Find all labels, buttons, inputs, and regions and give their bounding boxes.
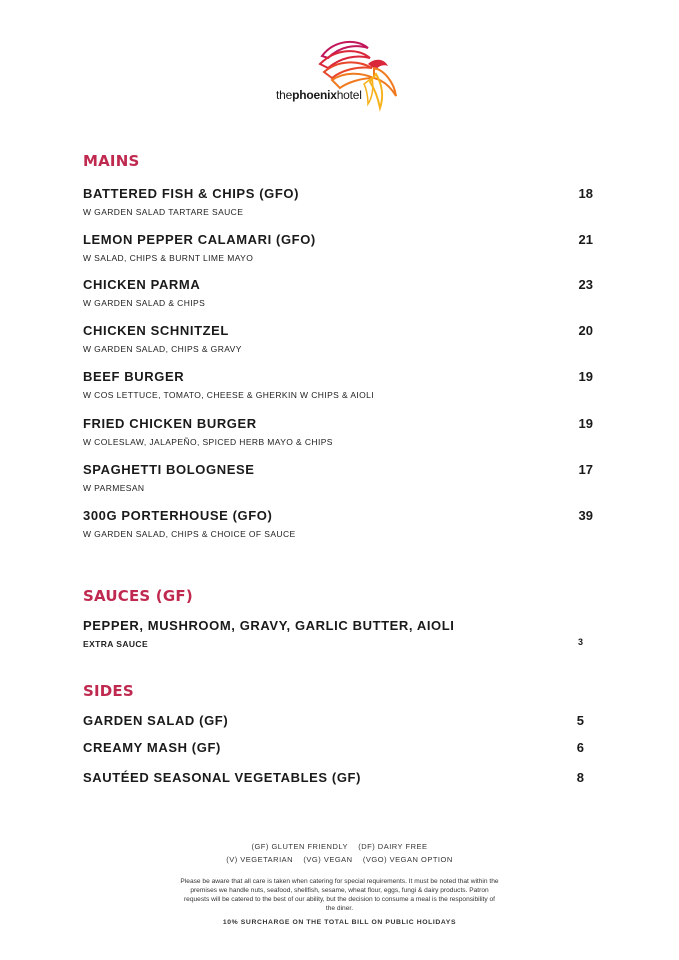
wordmark-suffix: hotel <box>336 88 362 102</box>
item-name: CREAMY MASH (GF) <box>83 740 221 755</box>
allergen-note-text: Please be aware that all care is taken when catering for special requirements. It must be noted that within the premises we handle nuts, seafood, shellfish, sesame, wheat flour, eggs, fungi & dairy products. Patron requests will be catered to the best of our ability, but the decision to consume a meal is the responsibility of the diner. <box>180 878 499 912</box>
legend-line: (V) VEGETARIAN (VG) VEGAN (VGO) VEGAN OPTION <box>226 855 453 864</box>
section-title-mains: MAINS <box>83 152 140 170</box>
menu-item <box>83 462 593 493</box>
item-description: W GARDEN SALAD, CHIPS & GRAVY <box>83 344 242 354</box>
item-price: 21 <box>578 232 593 247</box>
item-description: W GARDEN SALAD, CHIPS & CHOICE OF SAUCE <box>83 529 296 539</box>
item-name: SAUTÉED SEASONAL VEGETABLES (GF) <box>83 770 362 785</box>
item-description: W PARMESAN <box>83 483 145 493</box>
item-price: 39 <box>578 508 593 523</box>
hotel-wordmark <box>276 88 362 102</box>
item-price: 5 <box>576 713 584 728</box>
item-price: 19 <box>578 369 593 384</box>
menu-item <box>83 508 593 539</box>
menu-item <box>83 369 593 400</box>
wordmark-bold: phoenix <box>292 88 337 102</box>
item-description: W COLESLAW, JALAPEÑO, SPICED HERB MAYO & CHIPS <box>83 437 333 447</box>
dietary-legend <box>0 840 679 866</box>
allergen-note <box>0 877 679 913</box>
menu-item <box>83 186 593 217</box>
item-description: W GARDEN SALAD TARTARE SAUCE <box>83 207 244 217</box>
item-price: 19 <box>578 416 593 431</box>
menu-item <box>83 416 593 447</box>
menu-item <box>83 232 593 263</box>
legend-line: (GF) GLUTEN FRIENDLY (DF) DAIRY FREE <box>251 842 428 851</box>
item-name: LEMON PEPPER CALAMARI (GFO) <box>83 232 316 247</box>
menu-item <box>83 277 593 308</box>
item-price: 3 <box>577 637 583 647</box>
item-price: 18 <box>578 186 593 201</box>
item-price: 6 <box>576 740 584 755</box>
item-name: GARDEN SALAD (GF) <box>83 713 229 728</box>
item-name: FRIED CHICKEN BURGER <box>83 416 257 431</box>
item-name: 300G PORTERHOUSE (GFO) <box>83 508 273 523</box>
menu-item <box>83 740 584 755</box>
menu-item <box>83 323 593 354</box>
item-description: EXTRA SAUCE <box>83 639 149 649</box>
menu-item <box>83 770 584 785</box>
item-name: CHICKEN PARMA <box>83 277 201 292</box>
item-description: W SALAD, CHIPS & BURNT LIME MAYO <box>83 253 254 263</box>
hotel-logo <box>270 38 410 116</box>
surcharge-note: 10% SURCHARGE ON THE TOTAL BILL ON PUBLIC HOLIDAYS <box>222 919 457 926</box>
item-price: 23 <box>578 277 593 292</box>
section-title-sauces: SAUCES (GF) <box>83 587 193 605</box>
item-name: BEEF BURGER <box>83 369 185 384</box>
item-name: BATTERED FISH & CHIPS (GFO) <box>83 186 300 201</box>
section-title-sides: SIDES <box>83 682 134 700</box>
item-price: 20 <box>578 323 593 338</box>
wordmark-prefix: the <box>276 88 293 102</box>
menu-item <box>83 713 584 728</box>
item-description: W GARDEN SALAD & CHIPS <box>83 298 206 308</box>
item-price: 17 <box>578 462 593 477</box>
item-name: PEPPER, MUSHROOM, GRAVY, GARLIC BUTTER, AIOLI <box>83 618 455 633</box>
item-description: W COS LETTUCE, TOMATO, CHEESE & GHERKIN W CHIPS & AIOLI <box>83 390 375 400</box>
item-name: SPAGHETTI BOLOGNESE <box>83 462 255 477</box>
item-price: 8 <box>576 770 584 785</box>
menu-item <box>83 618 583 649</box>
item-name: CHICKEN SCHNITZEL <box>83 323 229 338</box>
